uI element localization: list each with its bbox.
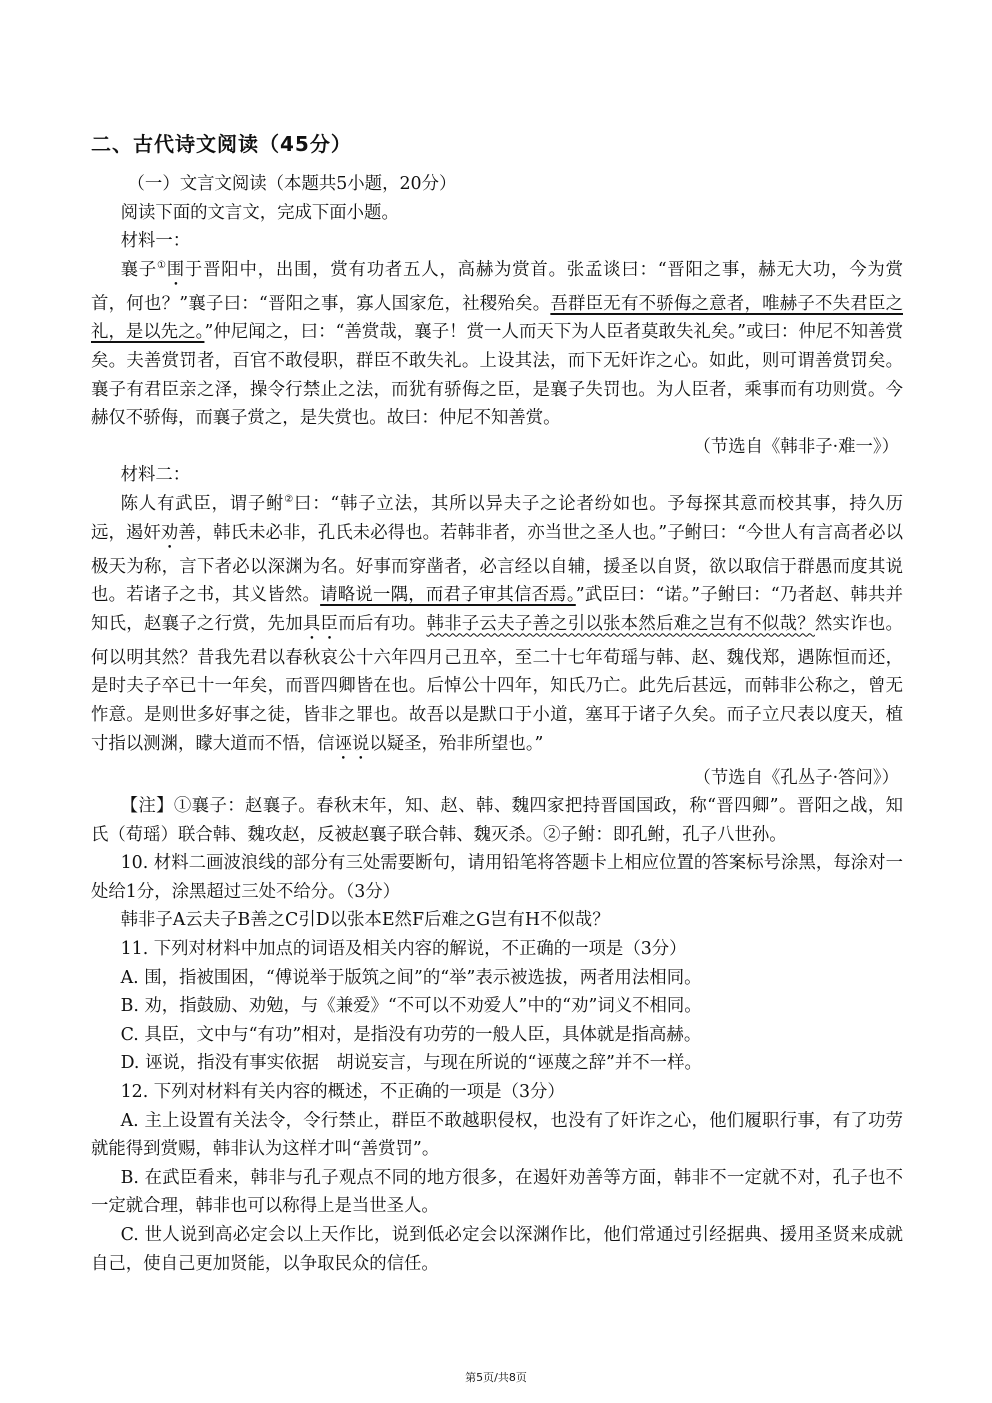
material1-source: （节选自《韩非子·难一》）	[693, 436, 899, 457]
m2-text-e: 而后有功。	[338, 613, 427, 634]
m2-text-f: 然实诈也。何以明其然？昔我先君以春秋哀公十六年四月己丑卒，至二十七年荀瑶与韩、赵、魏伐郑，遇陈恒而还，是时夫子卒已十一年矣，而晋四卿皆在也。后悼公十四年，知氏乃亡。此先后甚远，而韩非公称之，曾无怍意。是则世多好事之徒，皆非之罪也。故吾以是默口于小道，塞耳于诸子久矣。而子立尺表以度天，植寸指以测渊，矇大道而不悟，信	[91, 613, 903, 754]
m2-text-b: 曰：“韩子立法，其所以异夫子之论者纷如也。予每探其意而校其事，持久历远，遏奸	[91, 493, 903, 543]
material2-passage	[91, 490, 903, 764]
question-12-option-b: B. 在武臣看来，韩非与孔子观点不同的地方很多，在遏奸劝善等方面，韩非不一定就不对，孔子也不一定就合理，韩非也可以称得上是当世圣人。	[91, 1167, 903, 1217]
m2-text-d: ”武臣曰：“诺。”子鲋曰：“乃者赵、韩共并知氏，赵襄子之行赏，先加	[91, 585, 903, 634]
question-12-stem: 12. 下列对材料有关内容的概述，不正确的一项是（3分）	[120, 1082, 565, 1103]
material2-label: 材料二：	[120, 465, 191, 486]
m1-text-c: ”仲尼闻之，曰：“善赏哉，襄子！赏一人而天下为人臣者莫敢失礼矣。”或曰：仲尼不知善赏矣。夫善赏罚者，百官不敢侵职，群臣不敢失礼。上设其法，而下无奸诈之心。如此，则可谓善赏罚矣。襄子有君臣亲之泽，操令行禁止之法，而犹有骄侮之臣，是襄子失罚也。为人臣者，乘事而有功则赏。今赫仅不骄侮，而襄子赏之，是失赏也。故曰：仲尼不知善赏。	[91, 322, 903, 429]
m2-text-a: 陈人有武臣，谓子鲋	[120, 493, 285, 514]
m1-text-a: 襄子	[120, 259, 157, 280]
dotted-word-wu: 诬	[334, 733, 352, 754]
m2-text-c: 善，韩氏未必非，孔氏未必得也。若韩非者，亦当世之圣人也。”子鲋曰：“今世人有言高者必以极天为称，言下者必以深渊为名。好事而穿凿者，必言经以自辅，援圣以自贤，欲以取信于群愚而度其说也。若诸子之书，其义皆然。	[91, 522, 903, 606]
m2-text-g: 以疑圣，殆非所望也。”	[369, 733, 544, 754]
material1-passage	[91, 256, 903, 433]
question-11-option-b: B. 劝，指鼓励、劝勉，与《兼爱》“不可以不劝爱人”中的“劝”词义不相同。	[120, 996, 702, 1017]
underlined-sentence-m1: 吾群臣无有不骄侮之意者，唯赫子不失君臣之礼，是以先之。	[91, 293, 903, 343]
question-11-option-c: C. 具臣，文中与“有功”相对，是指没有功劳的一般人臣，具体就是指高赫。	[120, 1024, 702, 1045]
page-footer: 第5页/共8页	[465, 1371, 527, 1384]
part-heading: （一）文言文阅读（本题共5小题，20分）	[127, 174, 457, 194]
question-10-stem: 10. 材料二画波浪线的部分有三处需要断句，请用铅笔将答题卡上相应位置的答案标号涂黑，每涂对一处给1分，涂黑超过三处不给分。（3分）	[91, 853, 903, 902]
dotted-word-quan: 劝	[160, 522, 179, 543]
underlined-sentence-m2: 请略说一隅，而君子审其信否焉。	[320, 585, 576, 606]
dotted-word-wei: 围	[166, 259, 185, 280]
question-12-option-c: C. 世人说到高必定会以上天作比，说到低必定会以深渊作比，他们常通过引经据典、援用圣贤来成就自己，使自己更加贤能，以争取民众的信任。	[91, 1225, 903, 1274]
material1-label: 材料一：	[120, 231, 191, 252]
dotted-word-ju: 具	[302, 613, 321, 634]
reading-content	[91, 170, 903, 1278]
instruction: 阅读下面的文言文，完成下面小题。	[120, 202, 399, 223]
question-11-option-a: A. 围，指被围困，“傅说举于版筑之间”的“举”表示被选拔，两者用法相同。	[120, 967, 702, 988]
question-11-option-d: D. 诬说，指没有事实依据 胡说妄言，与现在所说的“诬蔑之辞”并不一样。	[120, 1053, 702, 1074]
wavy-sentence: 韩非子云夫子善之引以张本然后难之岂有不似哉？	[426, 613, 815, 634]
dotted-word-chen: 臣	[320, 613, 339, 634]
question-10-line: 韩非子A云夫子B善之C引D以张本E然F后难之G岂有H不似哉？	[120, 910, 610, 931]
note2-marker: ②	[284, 493, 295, 505]
notes: 【注】①襄子：赵襄子。春秋末年，知、赵、韩、魏四家把持晋国国政，称“晋四卿”。晋阳之战，知氏（荀瑶）联合韩、魏攻赵，反被赵襄子联合韩、魏灭杀。②子鲋：即孔鲋，孔子八世孙。	[91, 796, 903, 845]
m1-text-b: 于晋阳中，出围，赏有功者五人，高赫为赏首。张孟谈曰：“晋阳之事，赫无大功，今为赏首，何也？”襄子曰：“晋阳之事，寡人国家危，社稷殆矣。	[91, 259, 903, 314]
dotted-word-shuo: 说	[351, 733, 370, 754]
question-11-stem: 11. 下列对材料中加点的词语及相关内容的解说，不正确的一项是（3分）	[120, 939, 687, 960]
material2-source: （节选自《孔丛子·答问》）	[693, 767, 899, 788]
question-12-option-a: A. 主上设置有关法令，令行禁止，群臣不敢越职侵权，也没有了奸诈之心，他们履职行事，有了功劳就能得到赏赐，韩非认为这样才叫“善赏罚”。	[91, 1110, 903, 1160]
section-title: 二、古代诗文阅读（45分）	[91, 132, 352, 156]
note1-marker: ①	[156, 259, 167, 271]
